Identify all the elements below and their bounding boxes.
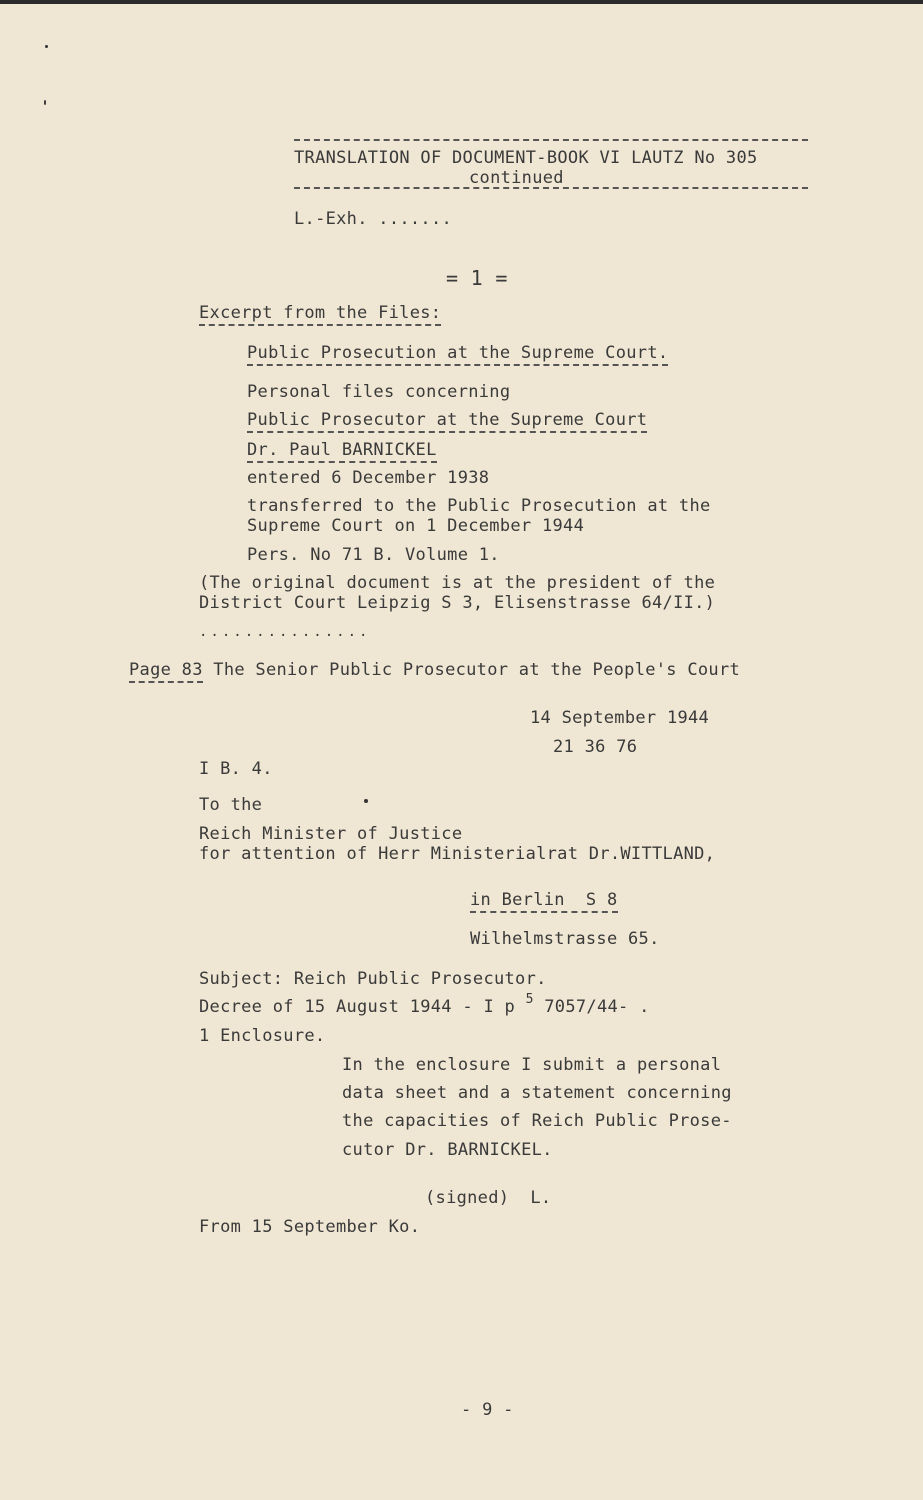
paper-speck <box>364 799 368 803</box>
letter-street: Wilhelmstrasse 65. <box>470 929 660 949</box>
paper-speck <box>44 100 46 105</box>
excerpt-heading: Excerpt from the Files: <box>199 303 441 326</box>
letter-recipient: Reich Minister of Justice <box>199 824 463 844</box>
page-ref-label: Page 83 <box>129 660 203 683</box>
page-ref-text: The Senior Public Prosecutor at the People's Court <box>213 660 741 680</box>
header-top-rule <box>294 139 808 141</box>
paper-speck <box>45 45 48 48</box>
page-number: - 9 - <box>461 1400 514 1420</box>
document-title: TRANSLATION OF DOCUMENT-BOOK VI LAUTZ No 305 <box>294 148 758 168</box>
letter-date: 14 September 1944 <box>530 708 710 728</box>
separator-dots: ............... <box>199 624 371 640</box>
letter-reference: I B. 4. <box>199 759 273 779</box>
letter-subject: Subject: Reich Public Prosecutor. <box>199 969 547 989</box>
header-bottom-rule <box>294 187 808 189</box>
file-info-line: Personal files concerning <box>247 382 511 402</box>
letter-body-line: cutor Dr. BARNICKEL. <box>342 1140 553 1160</box>
file-info-line: transferred to the Public Prosecution at the <box>247 496 711 516</box>
file-info-name: Dr. Paul BARNICKEL <box>247 440 437 463</box>
file-info-line: entered 6 December 1938 <box>247 468 490 488</box>
original-note: (The original document is at the president of the <box>199 573 716 593</box>
original-note: District Court Leipzig S 3, Elisenstrasse 64/II.) <box>199 593 716 613</box>
letter-to: To the <box>199 795 263 815</box>
letter-from-note: From 15 September Ko. <box>199 1217 421 1237</box>
letter-body-line: In the enclosure I submit a personal <box>342 1055 722 1075</box>
file-info-line: Pers. No 71 B. Volume 1. <box>247 545 500 565</box>
letter-signature: (signed) L. <box>425 1188 552 1208</box>
document-continued: continued <box>469 168 564 188</box>
file-info-line: Supreme Court on 1 December 1944 <box>247 516 585 536</box>
letter-number: 21 36 76 <box>553 737 638 757</box>
section-number: = 1 = <box>446 266 508 290</box>
letter-city: in Berlin S 8 <box>470 890 618 913</box>
letter-body-line: data sheet and a statement concerning <box>342 1083 732 1103</box>
letter-recipient-attention: for attention of Herr Ministerialrat Dr.WITTLAND, <box>199 844 716 864</box>
letter-decree: Decree of 15 August 1944 - I p $^5$ 7057/44- . <box>199 992 650 1017</box>
letter-enclosure: 1 Enclosure. <box>199 1026 326 1046</box>
letter-body-line: the capacities of Reich Public Prose- <box>342 1111 732 1131</box>
office-heading: Public Prosecution at the Supreme Court. <box>247 343 668 366</box>
file-info-position: Public Prosecutor at the Supreme Court <box>247 410 647 433</box>
top-edge <box>0 0 923 4</box>
exhibit-number: L.-Exh. ....... <box>294 209 453 229</box>
